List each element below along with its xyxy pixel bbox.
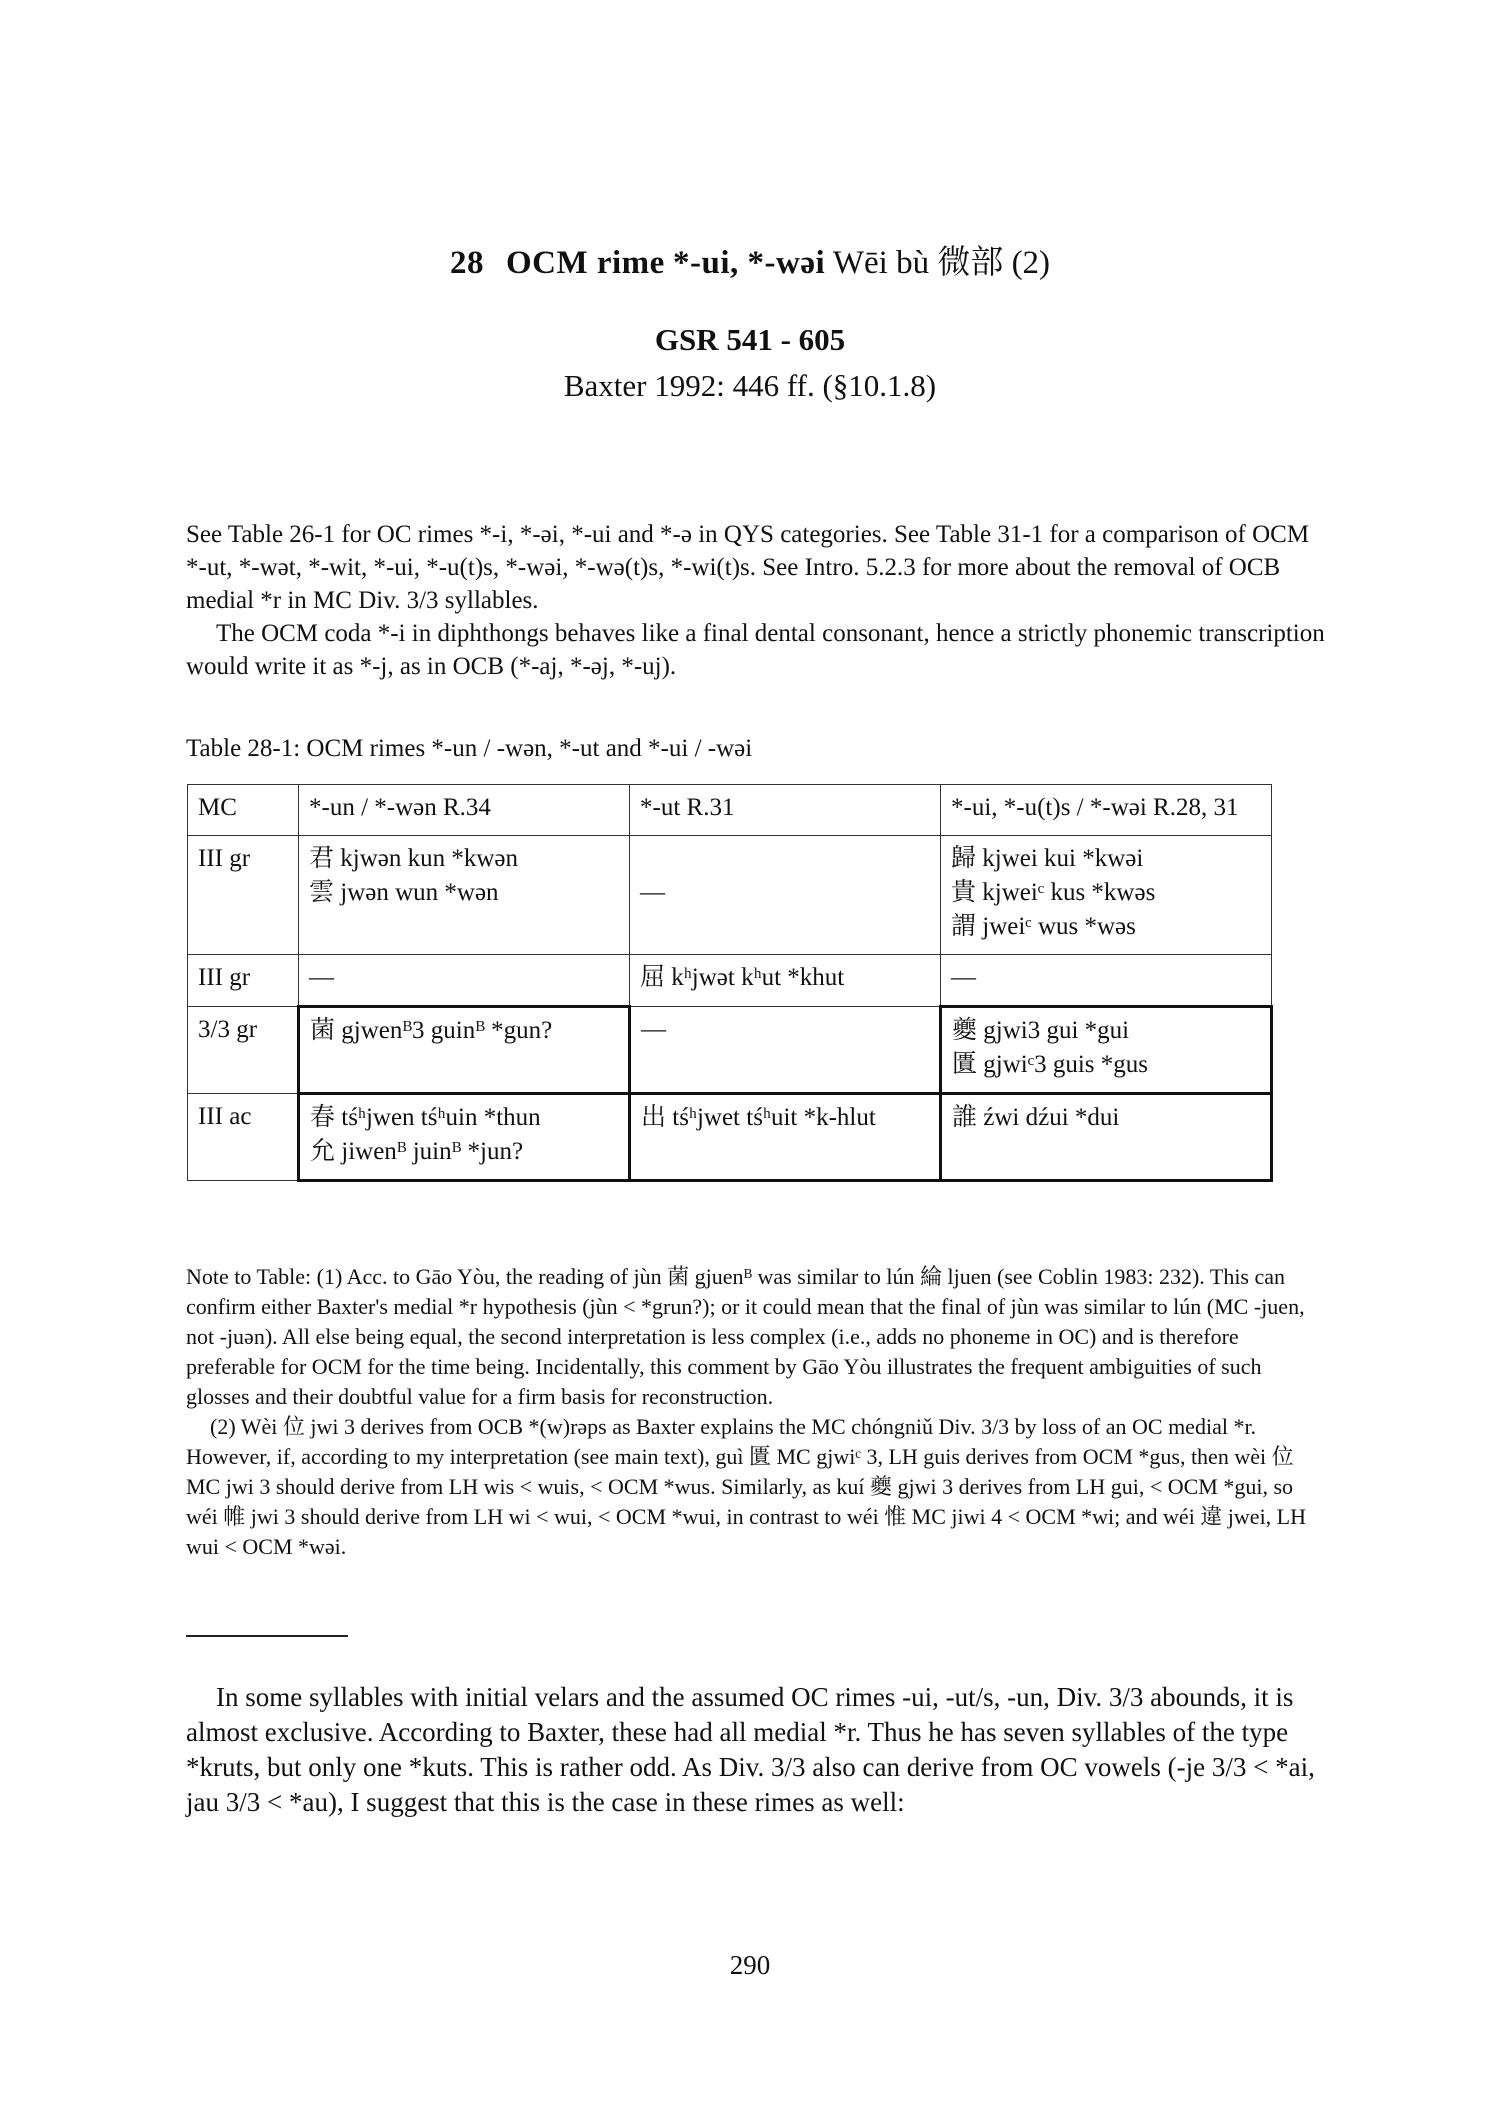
table-header-cell: MC <box>188 785 299 836</box>
table-cell: 誰 źwi dźui *dui <box>941 1094 1272 1181</box>
cell-line: 謂 jweiᶜ wus *wəs <box>951 913 1136 940</box>
table-header-cell: *-ui, *-u(t)s / *-wəi R.28, 31 <box>941 785 1272 836</box>
table-cell: — <box>630 1007 941 1094</box>
cell-line: 雲 jwən wun *wən <box>309 879 499 906</box>
table-cell <box>941 836 1272 955</box>
table-cell: 屈 kʰjwət kʰut *khut <box>630 955 941 1007</box>
table-header-row <box>188 785 1272 836</box>
note-2: (2) Wèi 位 jwi 3 derives from OCB *(w)rəps as Baxter explains the MC chóngniǔ Div. 3/3 by loss of an OC medial *r. However, if, according to my interpretation (see main text), guì 匱 MC gjwiᶜ 3, LH guis derives from OCM *gus, then wèi 位 MC jwi 3 should derive from LH wis < wuis, < OCM *wus. Similarly, as kuí 夔 gjwi 3 derives from LH gui, < OCM *gui, so wéi 帷 jwi 3 should derive from LH wi < wui, < OCM *wui, in contrast to wéi 惟 MC jiwi 4 < OCM *wi; and wéi 違 jwei, LH wui < OCM *wəi. <box>186 1414 1307 1559</box>
table-cell: — <box>941 955 1272 1007</box>
table-cell-mc: III ac <box>188 1094 299 1181</box>
cell-line: 歸 kjwei kui *kwəi <box>951 845 1144 872</box>
table-cell: 菌 gjwenᴮ3 guinᴮ *gun? <box>299 1007 630 1094</box>
table-row <box>188 836 1272 955</box>
rimes-table <box>187 784 1273 1182</box>
table-row <box>188 1094 1272 1181</box>
baxter-reference: Baxter 1992: 446 ff. (§10.1.8) <box>563 368 937 403</box>
table-cell <box>941 1007 1272 1094</box>
gsr-range: GSR 541 - 605 <box>654 322 846 357</box>
chapter-heading <box>0 236 1500 283</box>
intro-paragraph-1: See Table 26-1 for OC rimes *-i, *-əi, *-ui and *-ə in QYS categories. See Table 31-1 for a comparison of OCM *-ut, *-wət, *-wit, *-ui, *-u(t)s, *-wəi, *-wə(t)s, *-wi(t)s. See Intro. 5.2.3 for more about the removal of OCB medial *r in MC Div. 3/3 syllables. <box>186 521 1310 614</box>
table-cell-mc: III gr <box>188 955 299 1007</box>
cell-line: 允 jiwenᴮ juinᴮ *jun? <box>310 1138 524 1165</box>
chapter-number: 28 <box>449 245 484 281</box>
cell-line: 君 kjwən kun *kwən <box>309 845 518 872</box>
table-caption: Table 28-1: OCM rimes *-un / -wən, *-ut and *-ui / -wəi <box>186 735 753 762</box>
table-cell <box>299 1094 630 1181</box>
table-notes <box>186 1262 1326 1562</box>
intro-paragraph-2: The OCM coda *-i in diphthongs behaves like a final dental consonant, hence a strictly phonemic transcription would write it as *-j, as in OCB (*-aj, *-əj, *-uj). <box>186 620 1325 680</box>
table-header-cell: *-un / *-wən R.34 <box>299 785 630 836</box>
cell-line <box>640 842 930 876</box>
body-paragraph: In some syllables with initial velars and the assumed OC rimes -ui, -ut/s, -un, Div. 3/3 abounds, it is almost exclusive. According to Baxter, these had all medial *r. Thus he has seven syllables of the type *kruts, but only one *kuts. This is rather odd. As Div. 3/3 also can derive from OC vowels (-je 3/3 < *ai, jau 3/3 < *au), I suggest that this is the case in these rimes as well: <box>186 1682 1315 1817</box>
page-number: 290 <box>729 1950 771 1980</box>
body-text <box>186 1680 1326 1820</box>
table-row <box>188 955 1272 1007</box>
chapter-title: OCM rime <box>505 245 665 281</box>
divider-rule <box>186 1635 348 1637</box>
cell-line: — <box>640 879 665 906</box>
table-cell-mc: III gr <box>188 836 299 955</box>
table-cell <box>630 836 941 955</box>
chapter-rimes: *-ui, *-wəi <box>673 245 826 281</box>
table-row <box>188 1007 1272 1094</box>
table-cell-mc: 3/3 gr <box>188 1007 299 1094</box>
chapter-name: Wēi bù 微部 (2) <box>832 245 1051 281</box>
intro-text <box>186 518 1326 683</box>
cell-line: 夔 gjwi3 gui *gui <box>952 1017 1130 1044</box>
cell-line: 匱 gjwiᶜ3 guis *gus <box>952 1051 1148 1078</box>
cell-line: 春 tśʰjwen tśʰuin *thun <box>310 1104 541 1131</box>
table-header-cell: *-ut R.31 <box>630 785 941 836</box>
table-cell: — <box>299 955 630 1007</box>
table-cell: 出 tśʰjwet tśʰuit *k-hlut <box>630 1094 941 1181</box>
cell-line: 貴 kjweiᶜ kus *kwəs <box>951 879 1156 906</box>
note-1: Note to Table: (1) Acc. to Gāo Yòu, the reading of jùn 菌 gjuenᴮ was similar to lún 綸 ljuen (see Coblin 1983: 232). This can confirm either Baxter's medial *r hypothesis (jùn < *grun?); or it could mean that the final of jùn was similar to lún (MC -juen, not -juən). All else being equal, the second interpretation is less complex (i.e., adds no phoneme in OC) and is therefore preferable for OCM for the time being. Incidentally, this comment by Gāo Yòu illustrates the frequent ambiguities of such glosses and their doubtful value for a firm basis for reconstruction. <box>186 1264 1305 1409</box>
table-cell <box>299 836 630 955</box>
